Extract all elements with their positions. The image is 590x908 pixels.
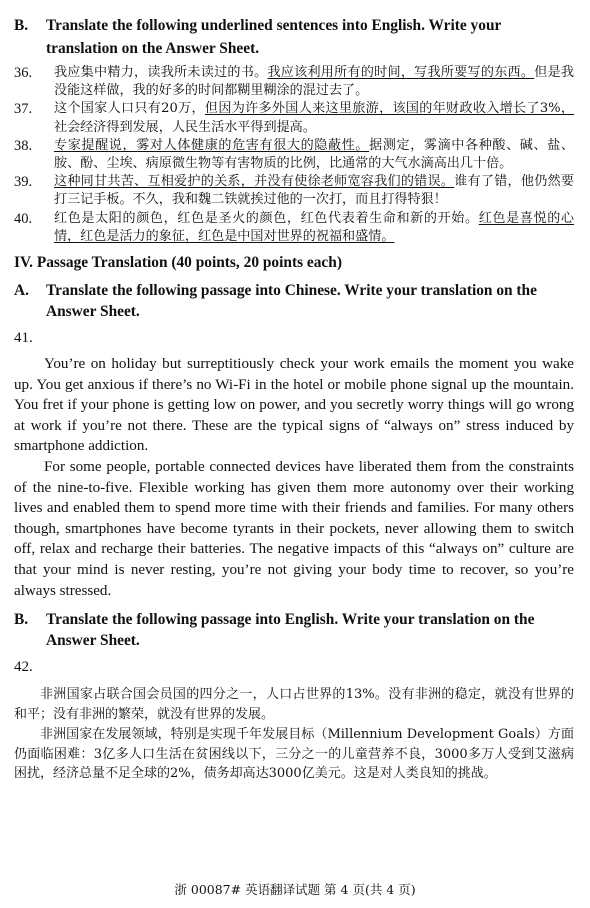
- question-41-paragraph-1: You’re on holiday but surreptitiously check your work emails the moment you wake up. You get anxious if there’s no Wi-Fi in the hotel or mobile phone signal up the mountain. You fret if your phone is getting low on power, and you secretly worry things will go wrong at work if you’re not there. These are the typical signs of “always on” stress induced by smartphone addiction.: [14, 356, 574, 455]
- underlined-sentence: 这种同甘共苦、互相爱护的关系，并没有使徐老师宽容我们的错误。: [54, 174, 455, 190]
- item-number: 37.: [14, 101, 33, 118]
- section-iv-heading: IV. Passage Translation (40 points, 20 points each): [14, 254, 342, 272]
- sentence-item: [14, 210, 574, 246]
- underlined-sentence: 红色是喜悦的心情，红色是活力的象征，红色是中国对世界的祝福和盛情。: [54, 210, 575, 244]
- sentence-item: [14, 137, 574, 173]
- item-text: [54, 64, 574, 100]
- question-41-number: 41.: [14, 330, 33, 347]
- page-footer: 浙 00087# 英语翻译试题 第 4 页(共 4 页): [174, 882, 416, 897]
- question-42-number: 42.: [14, 659, 33, 676]
- underlined-sentence: 我应该利用所有的时间，写我所要写的东西。: [267, 65, 535, 80]
- section-b2-heading: [14, 609, 574, 651]
- question-41-paragraph-2: For some people, portable connected devices have liberated them from the constraints of the nine-to-five. Flexible working has given them more autonomy over their working lives and enabled them to spend more time with their friends and families. For many others though, smartphones have become tyrants in their pockets, never allowing them to switch off, relax and recharge their batteries. The negative impacts of this “always on” culture are that your mind is never resting, you’re not giving your body time to recover, so you’re always stressed.: [14, 459, 574, 599]
- item-text: [54, 100, 574, 136]
- sentence-item: [14, 64, 574, 100]
- context-text: 谁有了错，他仍然要打三记手板。不久，我和魏二铁就挨过他的一次打，而且打得特狠！: [54, 174, 575, 208]
- section-a-label: A.: [14, 282, 29, 300]
- item-text: [54, 137, 574, 173]
- question-42-paragraph-1: 非洲国家占联合国会员国的四分之一，人口占世界的13%。没有非洲的稳定，就没有世界的和平；没有非洲的繁荣，就没有世界的发展。: [14, 687, 574, 722]
- item-number: 38.: [14, 137, 33, 154]
- item-number: 39.: [14, 174, 33, 191]
- section-a-instruction: Translate the following passage into Chinese. Write your translation on the Answer Sheet.: [46, 282, 537, 321]
- section-b-label: B.: [14, 17, 29, 34]
- sentence-item: [14, 100, 574, 136]
- item-text: [54, 210, 574, 246]
- context-text: 我应集中精力，读我所未读过的书。: [54, 65, 268, 80]
- context-text: 但是我没能这样做，我的好多的时间都糊里糊涂的混过去了。: [54, 65, 575, 99]
- question-42-paragraph-2: 非洲国家在发展领域，特别是实现千年发展目标（Millennium Development Goals）方面仍面临困难：3亿多人口生活在贫困线以下，三分之一的儿童营养不良，3000多万人受到艾滋病困扰，经济总量不足全球的2%，债务却高达3000亿美元。这是对人类良知的挑战。: [14, 726, 574, 782]
- sentence-item: [14, 173, 574, 209]
- item-number: 36.: [14, 65, 33, 81]
- section-b-heading: [14, 14, 574, 60]
- context-text: 据测定，雾滴中各种酸、碱、盐、胺、酚、尘埃、病原微生物等有害物质的比例，比通常的大气水滴高出几十倍。: [54, 137, 575, 172]
- section-b2-label: B.: [14, 611, 29, 629]
- section-a-heading: [14, 280, 574, 322]
- item-text: [54, 173, 574, 209]
- context-text: 社会经济得到发展，人民生活水平得到提高。: [54, 119, 316, 135]
- underlined-sentence: 但因为许多外国人来这里旅游，该国的年财政收入增长了3%，: [204, 101, 574, 117]
- section-b-instruction: Translate the following underlined sentences into English. Write your translation on the Answer Sheet.: [46, 17, 502, 57]
- context-text: 这个国家人口只有20万，: [54, 101, 205, 117]
- sentence-items: [14, 64, 574, 246]
- underlined-sentence: 专家提醒说，雾对人体健康的危害有很大的隐蔽性。: [54, 137, 370, 153]
- item-number: 40.: [14, 210, 33, 227]
- section-b2-instruction: Translate the following passage into English. Write your translation on the Answer Sheet.: [46, 611, 535, 650]
- context-text: 红色是太阳的颜色，红色是圣火的颜色，红色代表着生命和新的开始。: [54, 210, 479, 226]
